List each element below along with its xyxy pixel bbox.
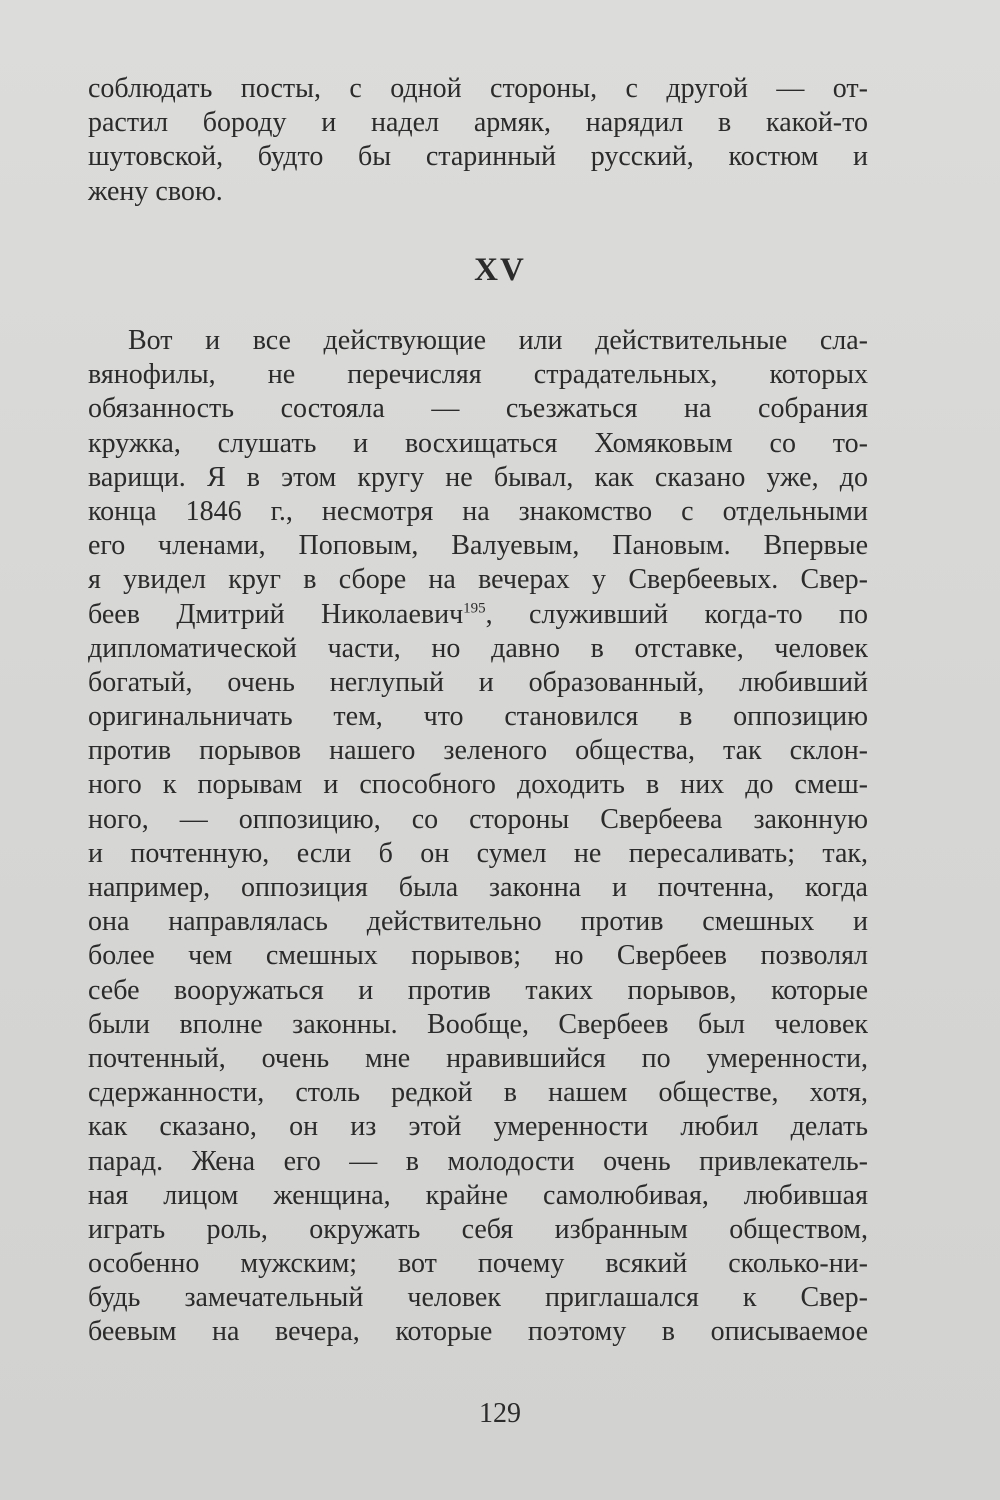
chapter-heading: XV [474, 252, 526, 288]
text-line: соблюдать посты, с одной стороны, с другой — от- [88, 73, 868, 104]
text-line: его членами, Поповым, Валуевым, Пановым. Впервые [88, 530, 868, 562]
text-line: Вот и все действующие или действительные сла- [128, 325, 868, 356]
text-fragment: беев Дмитрий Николаевич [88, 598, 464, 630]
text-line: беевым на вечера, которые поэтому в описываемое [88, 1316, 868, 1348]
text-line: богатый, очень неглупый и образованный, любивший [88, 666, 868, 698]
text-line [88, 598, 868, 632]
text-line: себе вооружаться и против таких порывов, которые [88, 974, 868, 1006]
chapter-body [88, 324, 868, 1350]
text-line: она направлялась действительно против смешных и [88, 906, 868, 938]
text-line: вянофилы, не перечисляя страдательных, которых [88, 359, 868, 391]
footnote-reference: 195 [463, 600, 486, 617]
text-line: варищи. Я в этом кругу не бывал, как сказано уже, до [88, 461, 868, 493]
text-line: будь замечательный человек приглашался к Свер- [88, 1282, 868, 1314]
text-line: почтенный, очень мне нравившийся по умеренности, [88, 1042, 868, 1074]
text-line: особенно мужским; вот почему всякий сколько-ни- [88, 1248, 868, 1280]
text-line: например, оппозиция была законна и почтенна, когда [88, 872, 868, 903]
text-line: были вполне законны. Вообще, Свербеев был человек [88, 1008, 868, 1040]
text-line: ного к порывам и способного доходить в них до смеш- [88, 769, 868, 801]
text-fragment: , служивший когда-то по [485, 598, 869, 630]
text-line: шутовской, будто бы старинный русский, костюм и [88, 141, 868, 173]
text-line: оригинальничать тем, что становился в оппозицию [88, 701, 868, 733]
text-line: более чем смешных порывов; но Свербеев позволял [88, 940, 868, 972]
text-line: обязанность состояла — съезжаться на собрания [88, 393, 868, 425]
text-line: я увидел круг в сборе на вечерах у Свербеевых. Свер- [88, 564, 868, 596]
text-line: парад. Жена его — в молодости очень привлекатель- [88, 1145, 868, 1177]
text-line: растил бороду и надел армяк, нарядил в какой-то [88, 107, 868, 139]
text-line: против порывов нашего зеленого общества, так склон- [88, 735, 868, 767]
text-line: сдержанности, столь редкой в нашем обществе, хотя, [88, 1077, 868, 1109]
text-line: как сказано, он из этой умеренности любил делать [88, 1111, 868, 1143]
text-line: кружка, слушать и восхищаться Хомяковым со то- [88, 427, 868, 459]
text-line: и почтенную, если б он сумел не пересаливать; так, [88, 837, 868, 869]
text-line: ная лицом женщина, крайне самолюбивая, любившая [88, 1179, 868, 1211]
text-line: жену свою. [88, 175, 223, 207]
text-line: ного, — оппозицию, со стороны Свербеева законную [88, 803, 868, 835]
text-line: дипломатической части, но давно в отставке, человек [88, 632, 868, 664]
continued-paragraph [88, 72, 868, 209]
text-line: конца 1846 г., несмотря на знакомство с отдельными [88, 495, 868, 527]
text-line: играть роль, окружать себя избранным обществом, [88, 1213, 868, 1245]
page-number: 129 [479, 1398, 521, 1429]
